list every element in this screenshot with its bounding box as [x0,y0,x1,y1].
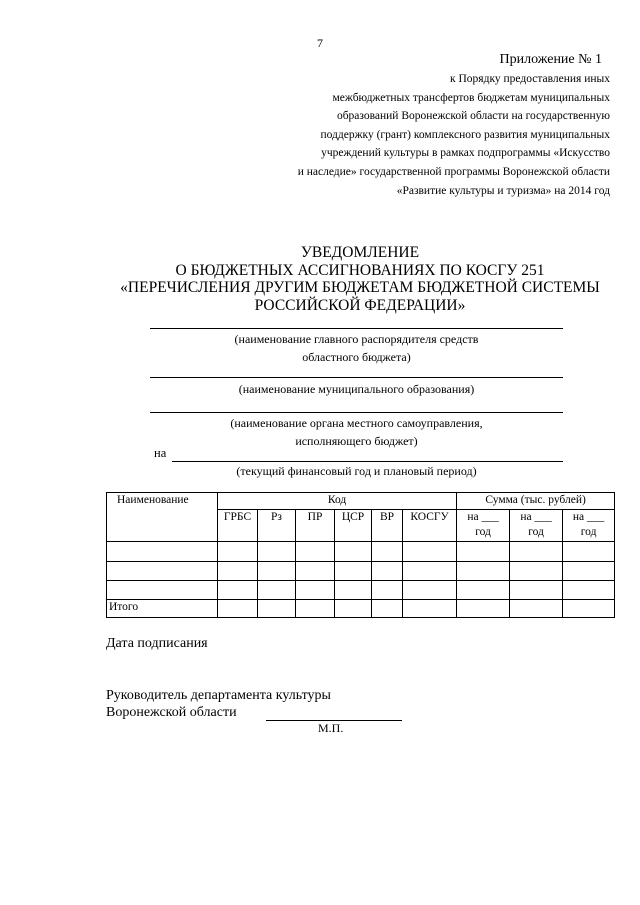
municipality-caption: (наименование муниципального образования) [238,382,475,396]
total-label: Итого [107,600,218,618]
table-cell[interactable] [258,600,296,618]
table-cell[interactable] [218,581,258,600]
table-cell[interactable] [296,562,335,581]
period-caption: (текущий финансовый год и плановый период) [236,464,477,478]
table-cell[interactable] [372,542,403,562]
table-cell[interactable] [403,581,457,600]
table-cell[interactable] [218,542,258,562]
col-pr: ПР [296,510,335,542]
distributor-fill-line[interactable] [150,328,563,329]
header-code: Код [218,493,457,510]
table-cell[interactable] [563,581,615,600]
table-cell[interactable] [335,600,372,618]
col-csr: ЦСР [335,510,372,542]
table-cell[interactable] [372,562,403,581]
appendix-line: «Развитие культуры и туризма» на 2014 год [396,184,610,197]
table-cell[interactable] [563,600,615,618]
head-title-line-1: Руководитель департамента культуры [106,688,331,703]
table-cell[interactable] [372,600,403,618]
table-cell[interactable] [510,581,563,600]
sum-year-label: на ___ [572,511,605,523]
appendix-description [210,70,610,200]
col-sum-year-3 [563,510,615,542]
table-cell[interactable] [258,542,296,562]
col-vr: ВР [372,510,403,542]
page-number: 7 [317,36,323,50]
stamp-label: М.П. [318,721,344,735]
table-cell[interactable] [107,581,218,600]
table-cell[interactable] [403,600,457,618]
table-row [107,562,615,581]
notice-title-line: «ПЕРЕЧИСЛЕНИЯ ДРУГИМ БЮДЖЕТАМ БЮДЖЕТНОЙ СИСТЕМЫ [120,279,600,296]
table-cell[interactable] [335,562,372,581]
authority-caption [150,414,563,450]
head-title-line-2: Воронежской области [106,705,237,720]
table-cell[interactable] [218,600,258,618]
table-cell[interactable] [563,542,615,562]
table-total-row [107,600,615,618]
table-cell[interactable] [403,562,457,581]
table-cell[interactable] [510,600,563,618]
table-cell[interactable] [258,581,296,600]
header-name: Наименование [107,493,218,542]
sum-year-suffix: год [528,526,544,538]
sum-year-label: на ___ [467,511,499,523]
table-cell[interactable] [335,581,372,600]
sum-year-suffix: год [580,526,597,538]
appendix-line: к Порядку предоставления иных [450,73,610,85]
table-cell[interactable] [218,562,258,581]
appendix-title: Приложение № 1 [499,52,602,67]
caption-line: (наименование органа местного самоуправления, [230,416,483,430]
authority-fill-line[interactable] [150,412,563,413]
appendix-line: межбюджетных трансфертов бюджетам муниципальных [332,91,610,104]
table-cell[interactable] [296,581,335,600]
caption-line: областного бюджета) [302,350,411,364]
table-cell[interactable] [403,542,457,562]
appendix-line: и наследие» государственной программы Воронежской области [297,165,610,178]
signing-date-label: Дата подписания [106,636,208,651]
table-cell[interactable] [296,600,335,618]
notice-title [0,244,640,314]
distributor-caption [150,330,563,366]
sum-year-suffix: год [475,526,491,538]
appendix-line: образований Воронежской области на государственную [336,110,610,123]
col-sum-year-1 [457,510,510,542]
appendix-line: учреждений культуры в рамках подпрограммы «Искусство [321,147,610,160]
col-rz: Рз [258,510,296,542]
table-cell[interactable] [457,600,510,618]
table-cell[interactable] [107,562,218,581]
notice-title-line: О БЮДЖЕТНЫХ АССИГНОВАНИЯХ ПО КОСГУ 251 [175,261,545,279]
col-kosgu: КОСГУ [403,510,457,542]
table-cell[interactable] [296,542,335,562]
table-row [107,581,615,600]
notice-title-line: РОССИЙСКОЙ ФЕДЕРАЦИИ» [254,296,466,314]
table-cell[interactable] [107,542,218,562]
table-cell[interactable] [372,581,403,600]
appendix-line: поддержку (грант) комплексного развития муниципальных [320,128,610,141]
table-cell[interactable] [258,562,296,581]
table-cell[interactable] [563,562,615,581]
table-cell[interactable] [457,542,510,562]
table-cell[interactable] [335,542,372,562]
caption-line: исполняющего бюджет) [295,434,418,448]
header-sum: Сумма (тыс. рублей) [457,493,615,510]
table-cell[interactable] [510,562,563,581]
col-grbs: ГРБС [218,510,258,542]
budget-table [106,492,615,618]
municipality-fill-line[interactable] [150,377,563,378]
sum-year-label: на ___ [520,511,552,523]
col-sum-year-2 [510,510,563,542]
table-cell[interactable] [457,562,510,581]
table-cell[interactable] [457,581,510,600]
period-label: на [154,446,167,460]
table-cell[interactable] [510,542,563,562]
table-row [107,542,615,562]
notice-title-line: УВЕДОМЛЕНИЕ [300,244,420,261]
caption-line: (наименование главного распорядителя средств [234,332,479,346]
